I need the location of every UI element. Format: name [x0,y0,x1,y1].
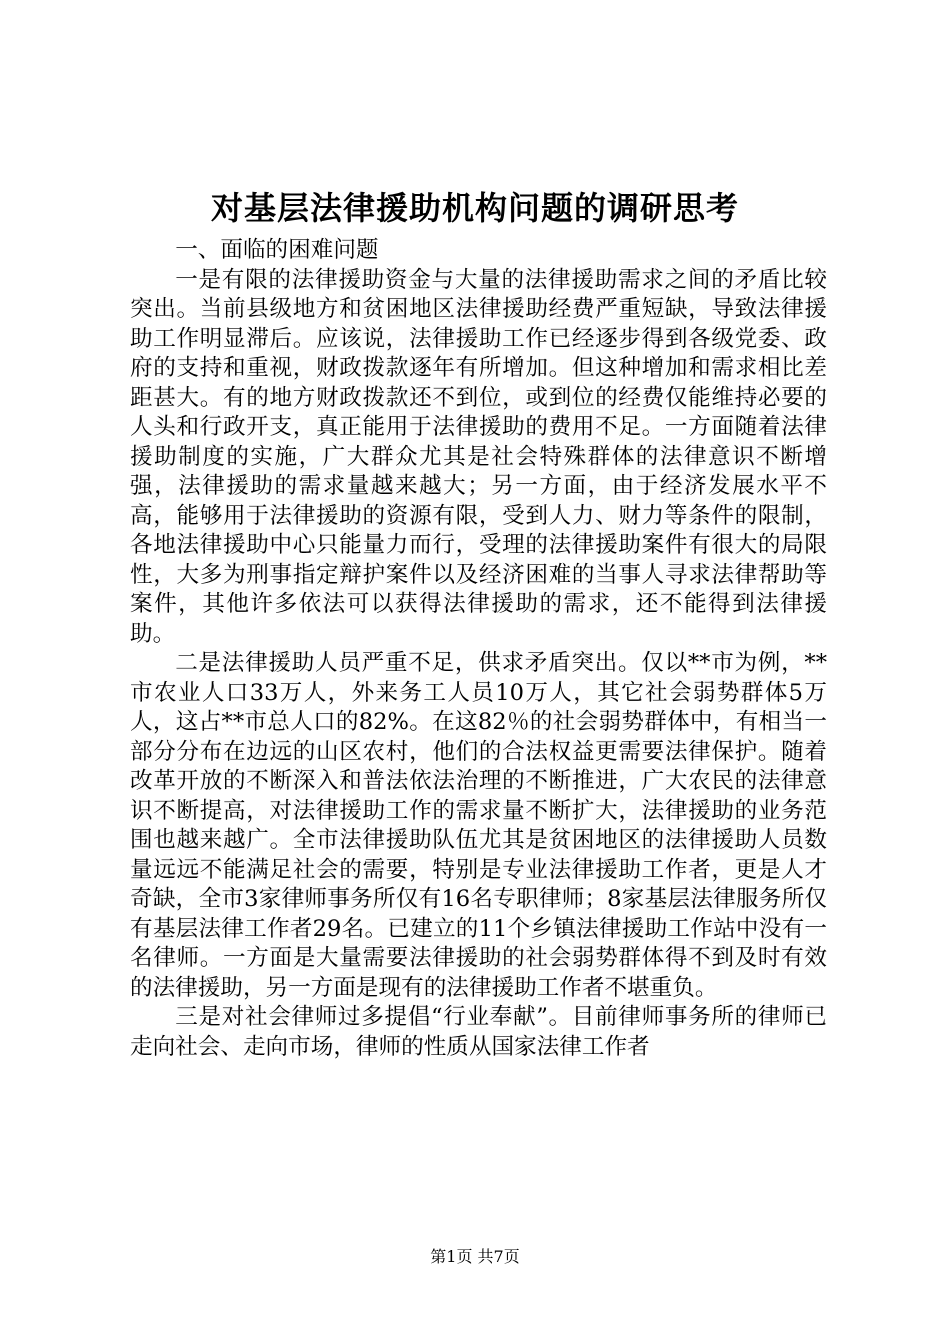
paragraph-3: 三是对社会律师过多提倡“行业奉献”。目前律师事务所的律师已走向社会、走向市场，律师的性质从国家法律工作者 [130,1004,827,1060]
document-body [130,236,827,1062]
paragraph-1: 一是有限的法律援助资金与大量的法律援助需求之间的矛盾比较突出。当前县级地方和贫困地区法律援助经费严重短缺，导致法律援助工作明显滞后。应该说，法律援助工作已经逐步得到各级党委、政府的支持和重视，财政拨款逐年有所增加。但这种增加和需求相比差距甚大。有的地方财政拨款还不到位，或到位的经费仅能维持必要的人头和行政开支，真正能用于法律援助的费用不足。一方面随着法律援助制度的实施，广大群众尤其是社会特殊群体的法律意识不断增强，法律援助的需求量越来越大；另一方面，由于经济发展水平不高，能够用于法律援助的资源有限，受到人力、财力等条件的限制，各地法律援助中心只能量力而行，受理的法律援助案件有很大的局限性，大多为刑事指定辩护案件以及经济困难的当事人寻求法律帮助等案件，其他许多依法可以获得法律援助的需求，还不能得到法律援助。 [130,266,827,647]
paragraph-2: 二是法律援助人员严重不足，供求矛盾突出。仅以**市为例，**市农业人口33万人，外来务工人员10万人，其它社会弱势群体5万人，这占**市总人口的82%。在这82％的社会弱势群体中，有相当一部分分布在边远的山区农村，他们的合法权益更需要法律保护。随着改革开放的不断深入和普法依法治理的不断推进，广大农民的法律意识不断提高，对法律援助工作的需求量不断扩大，法律援助的业务范围也越来越广。全市法律援助队伍尤其是贫困地区的法律援助人员数量远远不能满足社会的需要，特别是专业法律援助工作者，更是人才奇缺，全市3家律师事务所仅有16名专职律师；8家基层法律服务所仅有基层法律工作者29名。已建立的11个乡镇法律援助工作站中没有一名律师。一方面是大量需要法律援助的社会弱势群体得不到及时有效的法律援助，另一方面是现有的法律援助工作者不堪重负。 [130,650,827,1001]
document-title: 对基层法律援助机构问题的调研思考 [210,189,739,227]
section-heading: 一、面临的困难问题 [175,237,379,263]
page-footer: 第1页 共7页 [430,1247,520,1266]
